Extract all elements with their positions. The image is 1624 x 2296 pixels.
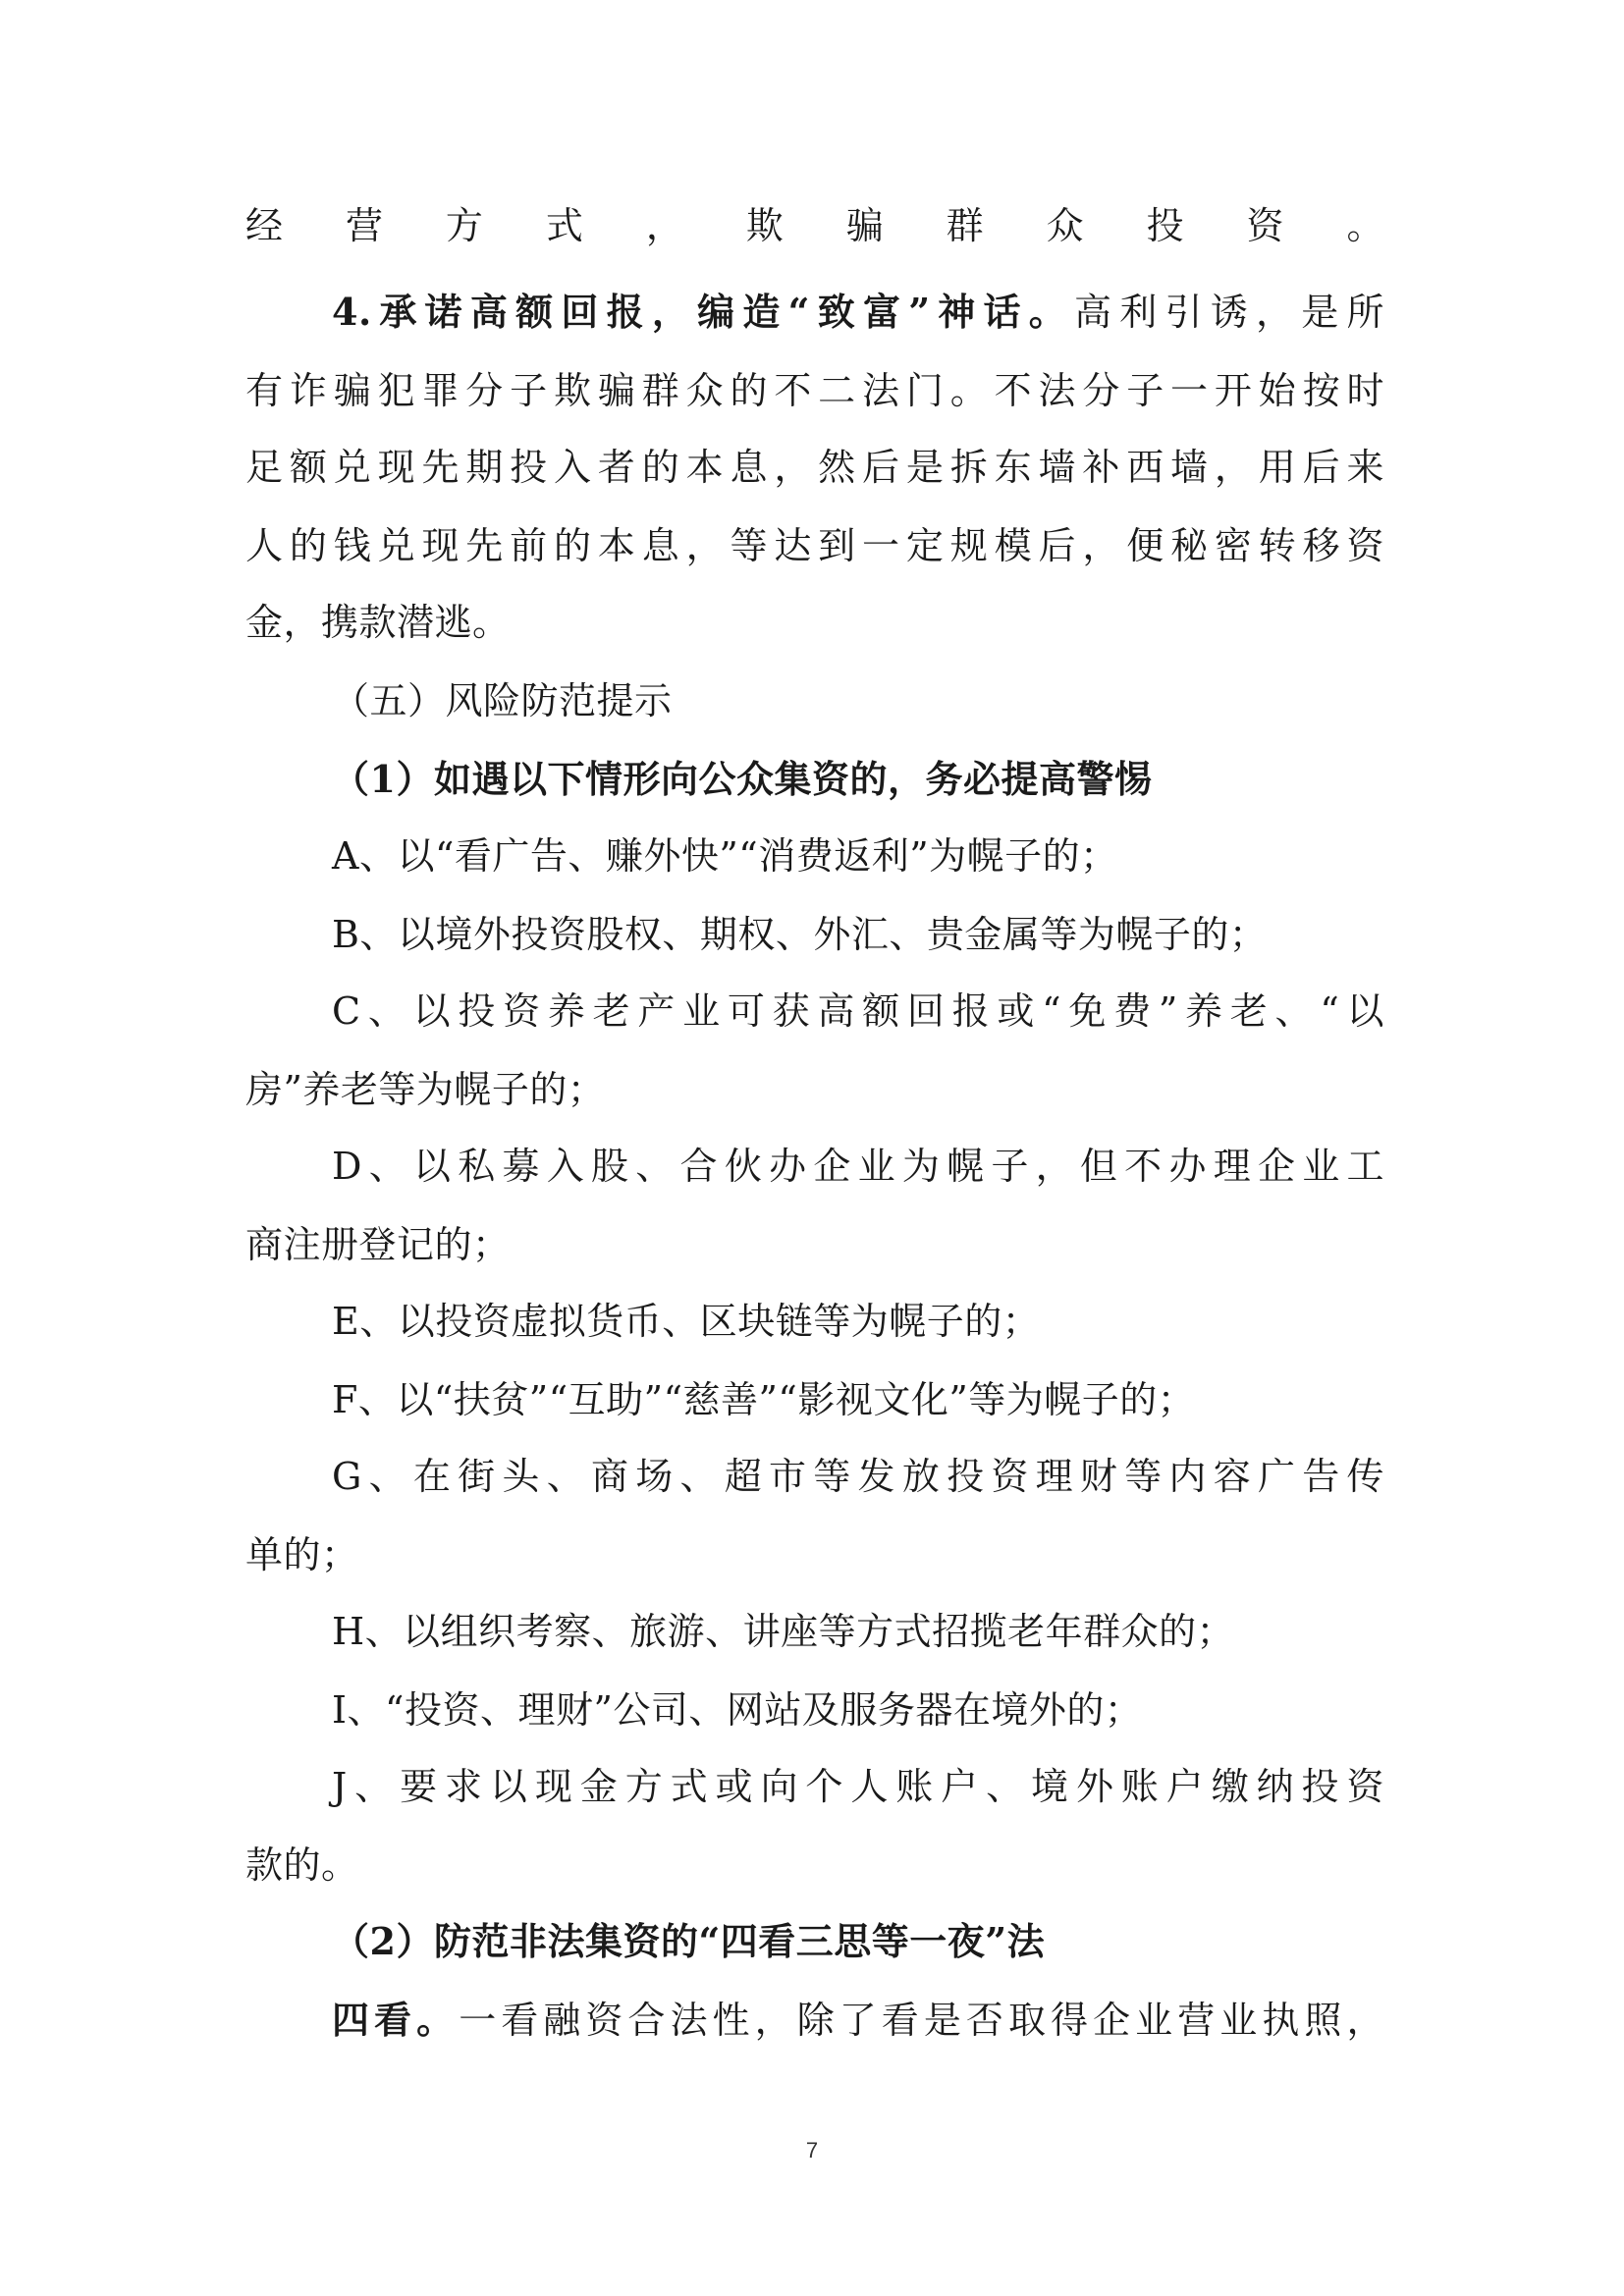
inline-text: 高利引诱，是所 [1074, 291, 1384, 334]
paragraph-line: 金，携款潜逃。 [245, 601, 511, 644]
list-item: H、以组织考察、旅游、讲座等方式招揽老年群众的； [332, 1610, 1235, 1653]
list-item: B、以境外投资股权、期权、外汇、贵金属等为幌子的； [332, 913, 1268, 956]
list-item-continuation: 房”养老等为幌子的； [245, 1068, 606, 1111]
list-item: D、以私募入股、合伙办企业为幌子，但不办理企业工 [332, 1145, 1384, 1188]
list-item: F、以“扶贫”“互助”“慈善”“影视文化”等为幌子的； [332, 1378, 1196, 1421]
inline-text: 一看融资合法性，除了看是否取得企业营业执照， [459, 1999, 1384, 2042]
list-item: E、以投资虚拟货币、区块链等为幌子的； [332, 1300, 1041, 1343]
paragraph-line: 经营方式，欺骗群众投资。 [245, 204, 1384, 247]
list-item: G、在街头、商场、超市等发放投资理财等内容广告传 [332, 1455, 1384, 1498]
list-item: I、“投资、理财”公司、网站及服务器在境外的； [332, 1688, 1143, 1732]
page-number: 7 [805, 2138, 819, 2163]
inline-heading: 4.承诺高额回报，编造“致富”神话。 [332, 290, 1075, 334]
section-heading: （五）风险防范提示 [332, 679, 673, 722]
subsection-heading: （1）如遇以下情形向公众集资的，务必提高警惕 [332, 757, 1153, 801]
list-item: A、以“看广告、赚外快”“消费返利”为幌子的； [332, 834, 1118, 878]
inline-heading: 四看。 [332, 1998, 460, 2042]
paragraph-line: 人的钱兑现先前的本息，等达到一定规模后，便秘密转移资 [245, 524, 1384, 567]
list-item-continuation: 款的。 [245, 1843, 359, 1887]
paragraph-line-heading [332, 1991, 1384, 2050]
subsection-heading: （2）防范非法集资的“四看三思等一夜”法 [332, 1919, 1046, 1963]
list-item-continuation: 商注册登记的； [245, 1223, 511, 1266]
list-item-continuation: 单的； [245, 1533, 359, 1576]
list-item: J、要求以现金方式或向个人账户、境外账户缴纳投资 [332, 1765, 1384, 1808]
paragraph-line: 足额兑现先期投入者的本息，然后是拆东墙补西墙，用后来 [245, 446, 1384, 489]
list-item: C、以投资养老产业可获高额回报或“免费”养老、“以 [332, 989, 1384, 1033]
paragraph-line-heading [332, 283, 1384, 342]
paragraph-line: 有诈骗犯罪分子欺骗群众的不二法门。不法分子一开始按时 [245, 369, 1384, 412]
